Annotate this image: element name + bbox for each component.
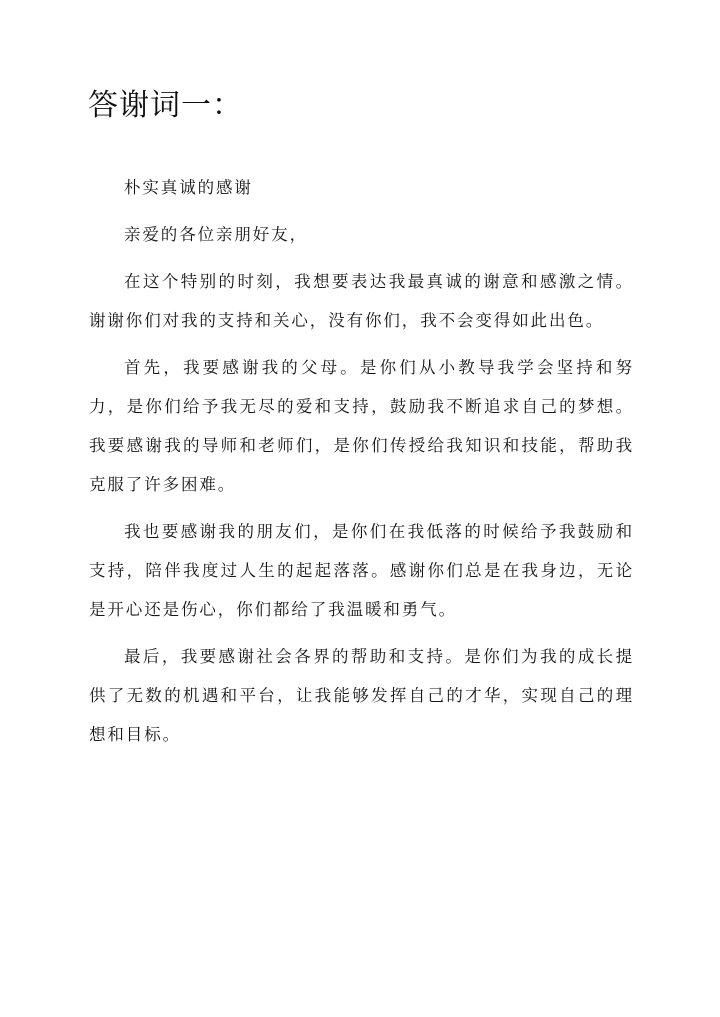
document-title: 答谢词一： xyxy=(88,88,243,123)
salutation-paragraph: 亲爱的各位亲朋好友， xyxy=(124,225,308,244)
body-paragraph: 最后，我要感谢社会各界的帮助和支持。是你们为我的成长提供了无数的机遇和平台，让我能够发挥自己的才华，实现自己的理想和目标。 xyxy=(89,647,634,744)
body-paragraph: 首先，我要感谢我的父母。是你们从小教导我学会坚持和努力，是你们给予我无尽的爱和支持，鼓励我不断追求自己的梦想。我要感谢我的导师和老师们，是你们传授给我知识和技能，帮助我克服了许多困难。 xyxy=(89,358,634,494)
document-body xyxy=(89,168,634,762)
body-paragraph: 在这个特别的时刻，我想要表达我最真诚的谢意和感激之情。谢谢你们对我的支持和关心，没有你们，我不会变得如此出色。 xyxy=(89,272,634,330)
body-paragraph: 我也要感谢我的朋友们，是你们在我低落的时候给予我鼓励和支持，陪伴我度过人生的起起落落。感谢你们总是在我身边，无论是开心还是伤心，你们都给了我温暖和勇气。 xyxy=(89,522,634,619)
subtitle-paragraph: 朴实真诚的感谢 xyxy=(124,178,253,197)
